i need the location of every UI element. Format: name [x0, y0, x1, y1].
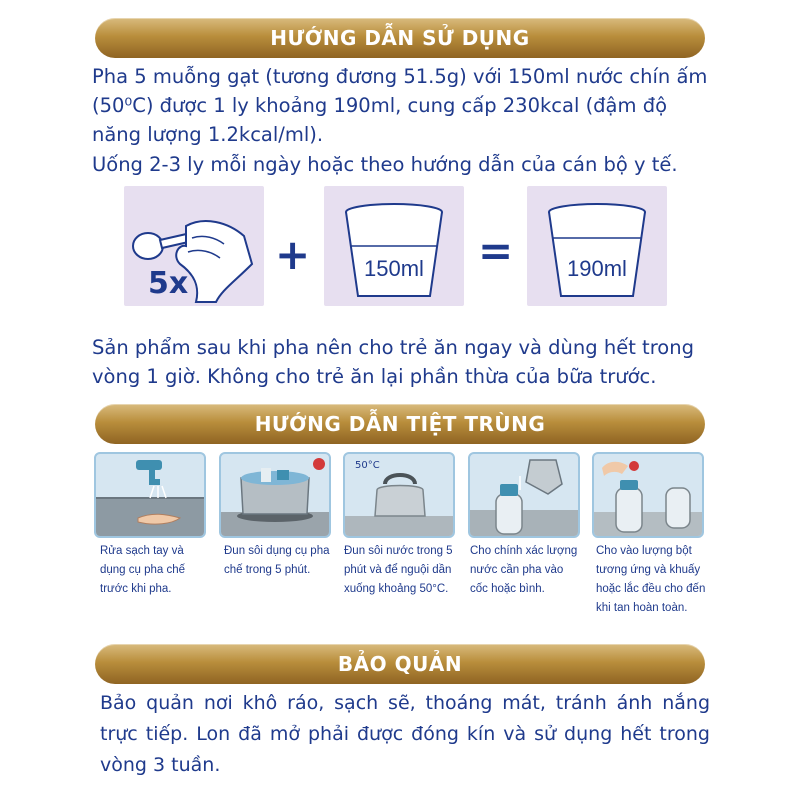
storage-text: Bảo quản nơi khô ráo, sạch sẽ, thoáng mát, tránh ánh nắng trực tiếp. Lon đã mở phải được đóng kín và sử dụng hết trong vòng 3 tuần. [100, 692, 710, 776]
plus-sign: + [275, 230, 311, 279]
faucet-hand-icon [96, 454, 204, 536]
usage-title-banner [95, 18, 705, 58]
water-volume: 150ml [364, 256, 424, 281]
shake-bottle-icon [594, 454, 702, 536]
hand-scoop-icon [124, 186, 264, 306]
pour-bottle-icon [470, 454, 578, 536]
result-cup-icon [527, 186, 667, 306]
storage-title: BẢO QUẢN [337, 652, 463, 676]
step-4-caption: Cho chính xác lượng nước cần pha vào cốc hoặc bình. [470, 545, 578, 595]
step-mix-powder [592, 452, 704, 538]
usage-paragraph: Pha 5 muỗng gạt (tương đương 51.5g) với 150ml nước chín ấm (50⁰C) được 1 ly khoảng 190ml, cung cấp 230kcal (đậm độ năng lượng 1.2kcal/ml). [92, 65, 708, 146]
usage-note: Sản phẩm sau khi pha nên cho trẻ ăn ngay và dùng hết trong vòng 1 giờ. Không cho trẻ ăn lại phần thừa của bữa trước. [92, 336, 694, 388]
equals-sign: = [478, 226, 514, 275]
step-5-caption: Cho vào lượng bột tương ứng và khuấy hoặc lắc đều cho đến khi tan hoàn toàn. [596, 545, 706, 614]
step-pour-water [468, 452, 580, 538]
result-volume: 190ml [567, 256, 627, 281]
storage-title-banner [95, 644, 705, 684]
sterilize-title: HƯỚNG DẪN TIỆT TRÙNG [254, 412, 546, 436]
scoop-count: 5x [148, 266, 189, 301]
step-2-caption: Đun sôi dụng cụ pha chế trong 5 phút. [224, 545, 330, 576]
water-cup-panel [324, 186, 464, 306]
step-boil-tools [219, 452, 331, 538]
sterilize-title-banner [95, 404, 705, 444]
result-cup-panel [527, 186, 667, 306]
usage-dosage: Uống 2-3 ly mỗi ngày hoặc theo hướng dẫn của cán bộ y tế. [92, 153, 678, 176]
scoop-panel [124, 186, 264, 306]
temp-label: 50°C [355, 460, 380, 471]
usage-title: HƯỚNG DẪN SỬ DỤNG [270, 26, 530, 50]
pot-icon [221, 454, 329, 536]
water-cup-icon [324, 186, 464, 306]
step-wash-hands [94, 452, 206, 538]
step-1-caption: Rửa sạch tay và dụng cụ pha chế trước khi pha. [100, 545, 186, 595]
step-boil-water [343, 452, 455, 538]
step-3-caption: Đun sôi nước trong 5 phút và để nguội dần xuống khoảng 50°C. [344, 545, 453, 595]
